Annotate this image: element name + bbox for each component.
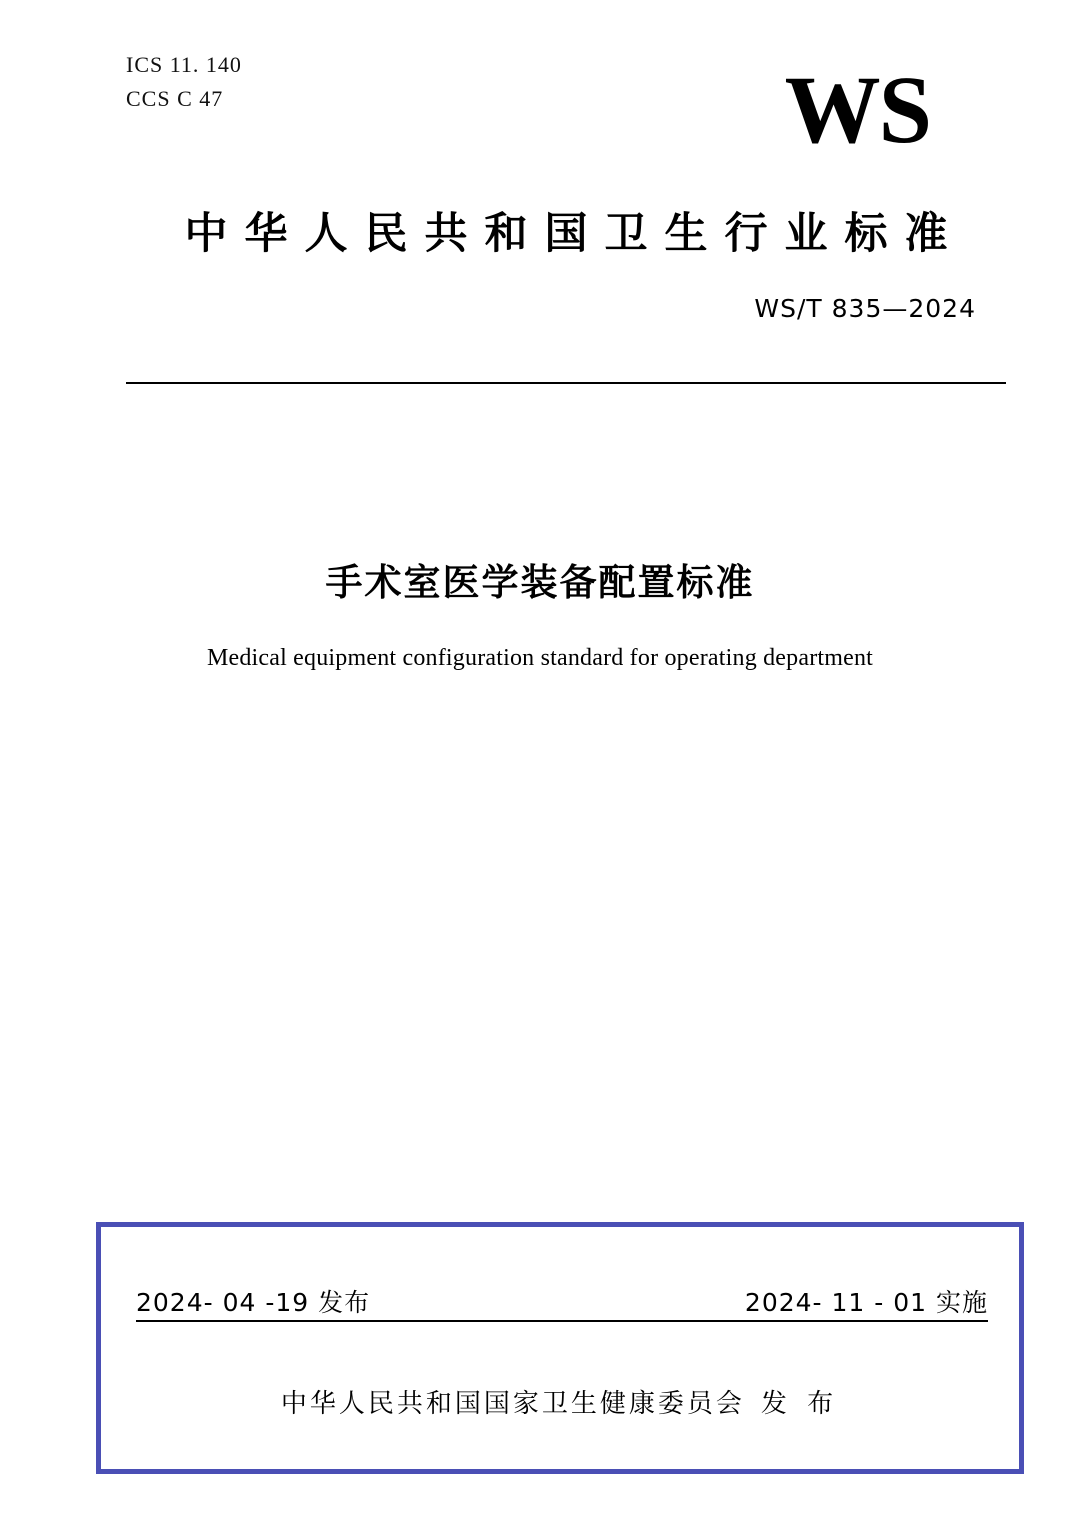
classification-codes	[126, 48, 242, 116]
ws-logo: WS	[784, 56, 930, 163]
effective-date: 2024- 11 - 01 实施	[744, 1288, 988, 1317]
issuer-name: 中华人民共和国国家卫生健康委员会	[280, 1389, 745, 1419]
publication-dates	[136, 1283, 988, 1319]
issuer-verb: 发 布	[760, 1389, 840, 1419]
publish-date: 2024- 04 -19 发布	[136, 1288, 371, 1317]
issuing-authority	[96, 1383, 1024, 1420]
header-divider	[126, 382, 1006, 384]
ccs-code: CCS C 47	[126, 86, 224, 111]
document-title-chinese: 手术室医学装备配置标准	[325, 561, 755, 604]
dates-underline	[136, 1320, 988, 1322]
standard-series-title: 中华人民共和国卫生行业标准	[184, 209, 965, 259]
publication-box	[96, 1222, 1024, 1474]
standard-number: WS/T 835—2024	[754, 294, 976, 323]
ics-code: ICS 11. 140	[126, 52, 242, 77]
document-title-english: Medical equipment configuration standard for operating department	[206, 645, 874, 671]
